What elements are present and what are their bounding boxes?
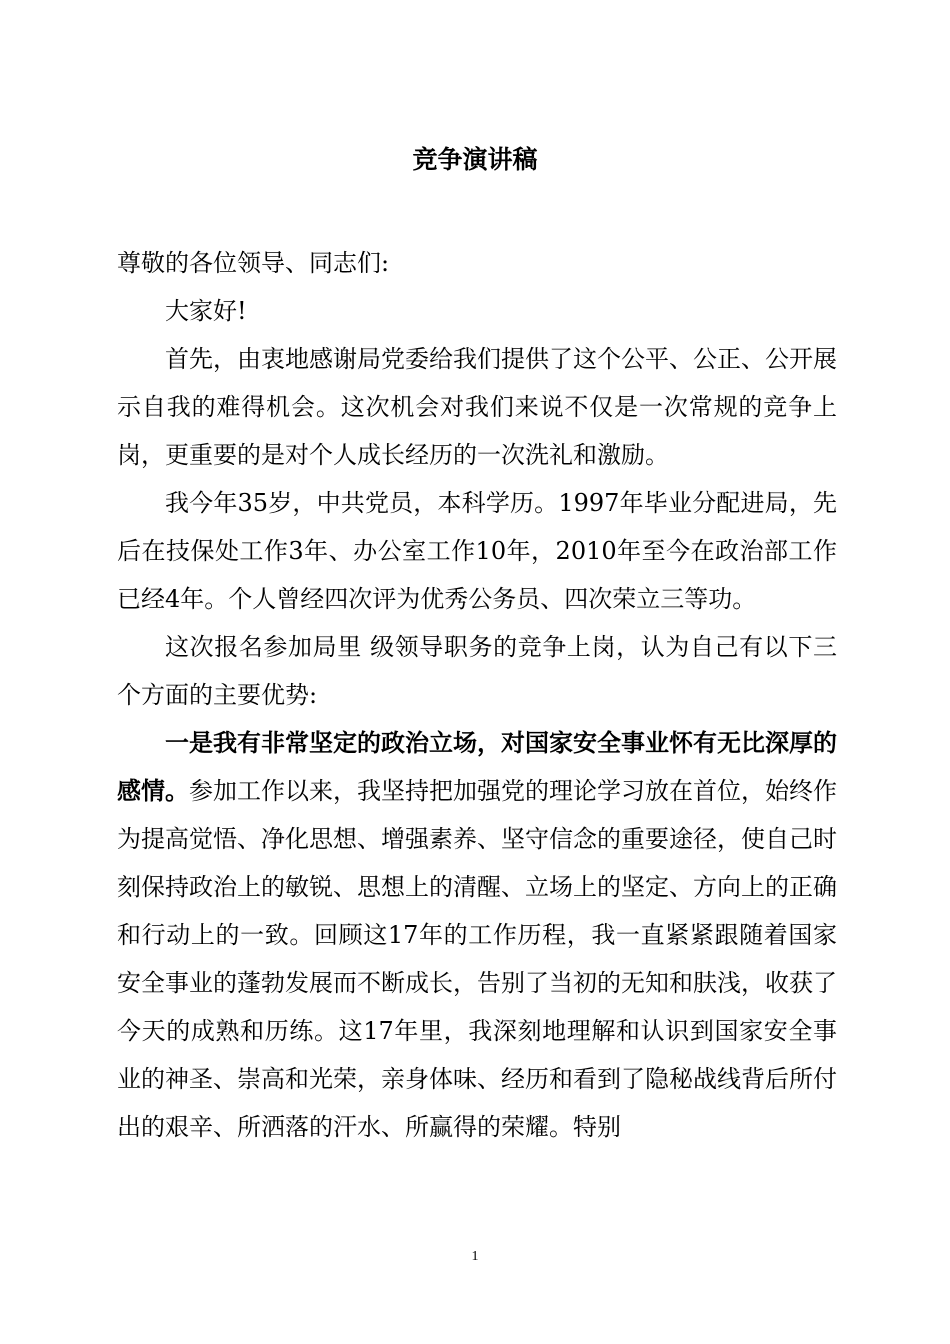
paragraph-background: 我今年35岁，中共党员，本科学历。1997年毕业分配进局，先后在技保处工作3年、办公室工作10年，2010年至今在政治部工作已经4年。个人曾经四次评为优秀公务员、四次荣立三等功。 [117,489,837,613]
document-title: 竞争演讲稿 [412,145,538,174]
salutation: 尊敬的各位领导、同志们: [117,249,390,277]
greeting: 大家好! [165,297,247,325]
paragraph-advantage-one [117,719,837,1151]
paragraph-intro: 首先，由衷地感谢局党委给我们提供了这个公平、公正、公开展示自我的难得机会。这次机会对我们来说不仅是一次常规的竞争上岗，更重要的是对个人成长经历的一次洗礼和激励。 [117,345,837,469]
advantage-one-heading: 一是我有非常坚定的政治立场，对国家安全事业怀有无比深厚的感情。 [117,729,837,805]
advantage-one-body: 参加工作以来，我坚持把加强党的理论学习放在首位，始终作为提高觉悟、净化思想、增强素养、坚守信念的重要途径，使自己时刻保持政治上的敏锐、思想上的清醒、立场上的坚定、方向上的正确和行动上的一致。回顾这17年的工作历程，我一直紧紧跟随着国家安全事业的蓬勃发展而不断成长，告别了当初的无知和肤浅，收获了今天的成熟和历练。这17年里，我深刻地理解和认识到国家安全事业的神圣、崇高和光荣，亲身体味、经历和看到了隐秘战线背后所付出的艰辛、所洒落的汗水、所赢得的荣耀。特别 [117,777,837,1141]
paragraph-advantages-intro: 这次报名参加局里 级领导职务的竞争上岗，认为自己有以下三个方面的主要优势: [117,633,837,709]
document-body [117,239,837,1151]
page-number: 1 [471,1249,479,1264]
